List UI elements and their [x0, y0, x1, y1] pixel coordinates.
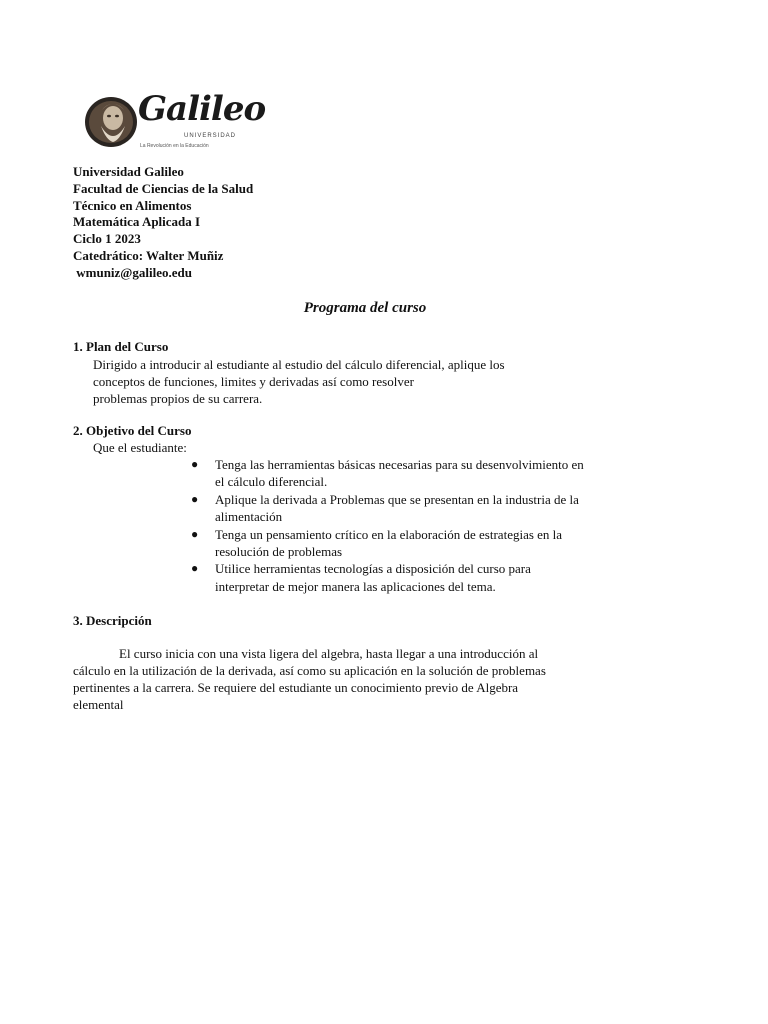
bullet-dot-icon: ●: [191, 526, 199, 541]
portrait-emblem-icon: [84, 96, 138, 148]
descripcion-line: elemental: [73, 697, 124, 712]
bullet-line: Tenga las herramientas básicas necesarias para su desenvolvimiento en: [215, 457, 584, 472]
bullet-line: Aplique la derivada a Problemas que se presentan en la industria de la: [215, 491, 579, 507]
bullet-dot-icon: ●: [191, 561, 199, 576]
document-title: Programa del curso: [303, 300, 427, 316]
bullet-line: Tenga un pensamiento crítico en la elaboración de estrategias en la: [215, 526, 563, 542]
course-header: [73, 164, 253, 282]
descripcion-line: cálculo en la utilización de la derivada, así como su aplicación en la solución de problemas: [73, 663, 546, 678]
bullet-line: Utilice herramientas tecnologías a disposición del curso para: [215, 561, 531, 577]
bullet-line: alimentación: [215, 509, 283, 525]
list-item: [188, 526, 668, 561]
section-objetivo-heading: 2. Objetivo del Curso: [73, 423, 192, 438]
section-descripcion-body: [73, 645, 546, 713]
section-plan-body: [93, 356, 505, 407]
bullet-dot-icon: ●: [191, 457, 199, 471]
bullet-line: resolución de problemas: [215, 544, 343, 560]
list-item: [188, 491, 668, 526]
descripcion-line: El curso inicia con una vista ligera del algebra, hasta llegar a una introducción al: [119, 646, 539, 661]
university-name: Universidad Galileo: [73, 164, 184, 179]
bullet-line: interpretar de mejor manera las aplicaciones del tema.: [215, 578, 496, 594]
cycle-label: Ciclo 1 2023: [73, 231, 141, 247]
bullet-line: el cálculo diferencial.: [215, 474, 328, 490]
galileo-logo: [84, 89, 266, 156]
plan-line: Dirigido a introducir al estudiante al estudio del cálculo diferencial, aplique los: [93, 357, 505, 372]
logo-brand: Galileo: [138, 89, 266, 129]
list-item: [188, 456, 668, 491]
section-descripcion-heading: 3. Descripción: [73, 613, 152, 628]
plan-line: conceptos de funciones, limites y derivadas así como resolver: [93, 374, 414, 389]
plan-line: problemas propios de su carrera.: [93, 391, 263, 406]
program-name: Técnico en Alimentos: [73, 197, 192, 213]
course-name: Matemática Aplicada I: [73, 214, 201, 230]
logo-sub: UNIVERSIDAD: [184, 133, 237, 139]
objetivo-bullet-list: [188, 456, 668, 595]
faculty-name: Facultad de Ciencias de la Salud: [73, 180, 254, 196]
section-plan-heading: 1. Plan del Curso: [73, 339, 169, 354]
logo-tagline: La Revolución en la Educación: [140, 143, 209, 149]
professor-name: Catedrático: Walter Muñiz: [73, 247, 224, 263]
bullet-dot-icon: ●: [191, 491, 199, 506]
list-item: [188, 560, 668, 595]
descripcion-line: pertinentes a la carrera. Se requiere del estudiante un conocimiento previo de Algebra: [73, 680, 519, 695]
professor-email: wmuniz@galileo.edu: [73, 264, 192, 280]
objetivo-intro: Que el estudiante:: [93, 440, 187, 455]
